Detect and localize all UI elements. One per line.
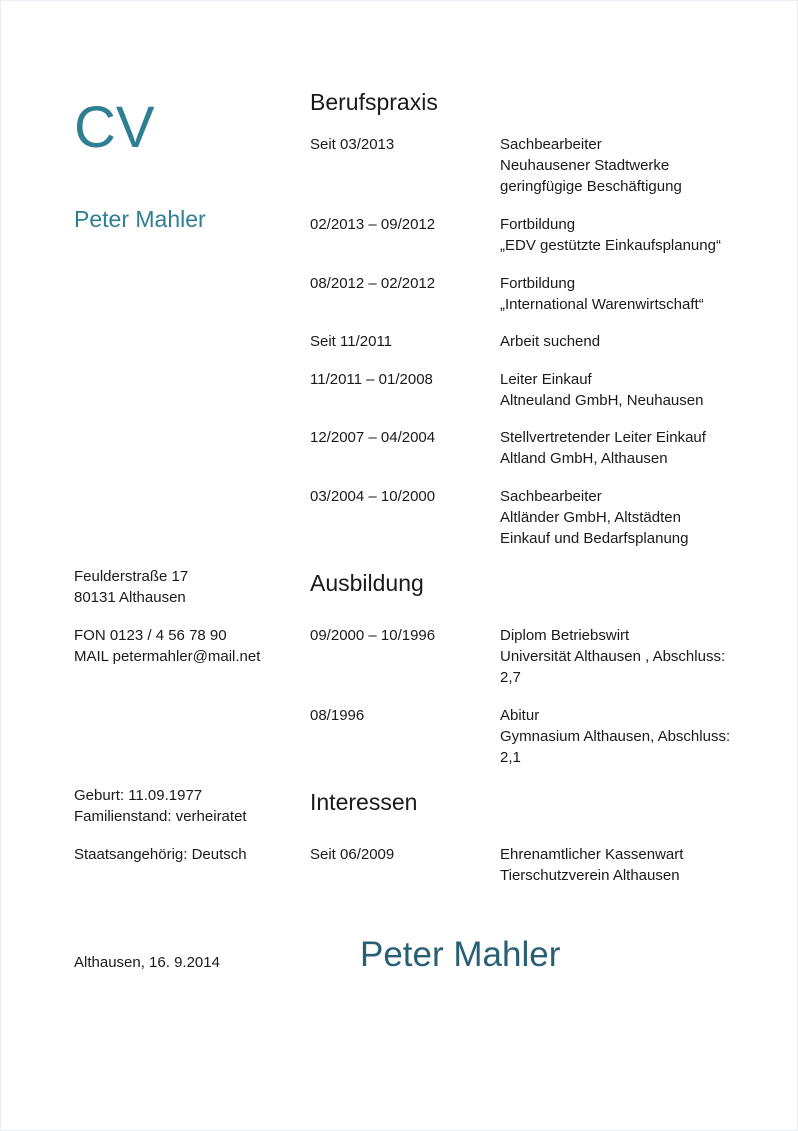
- applicant-name: Peter Mahler: [74, 206, 206, 232]
- career-line: Einkauf und Bedarfsplanung: [500, 530, 689, 547]
- education-line: Abitur: [500, 707, 540, 724]
- career-line: Neuhausener Stadtwerke: [500, 157, 670, 174]
- contact-phone: FON 0123 / 4 56 78 90: [74, 627, 227, 644]
- interests-line: Tierschutzverein Althausen: [500, 867, 680, 884]
- education-date: 08/1996: [310, 707, 365, 724]
- career-line: Altneuland GmbH, Neuhausen: [500, 392, 704, 409]
- cv-title: CV: [74, 95, 155, 160]
- education-line: 2,7: [500, 669, 521, 686]
- career-line: Fortbildung: [500, 216, 576, 233]
- personal-nationality: Staatsangehörig: Deutsch: [74, 846, 247, 863]
- interests-date: Seit 06/2009: [310, 846, 395, 863]
- career-line: „EDV gestützte Einkaufsplanung“: [500, 237, 721, 254]
- contact-city: 80131 Althausen: [74, 589, 186, 606]
- education-line: Gymnasium Althausen, Abschluss:: [500, 728, 731, 745]
- career-date: 03/2004 – 10/2000: [310, 488, 436, 505]
- career-line: Leiter Einkauf: [500, 371, 592, 388]
- education-date: 09/2000 – 10/1996: [310, 627, 436, 644]
- career-date: 11/2011 – 01/2008: [310, 371, 433, 388]
- section-heading-education: Ausbildung: [310, 570, 424, 596]
- place-date: Althausen, 16. 9.2014: [74, 954, 220, 971]
- interests-line: Ehrenamtlicher Kassenwart: [500, 846, 684, 863]
- career-line: Altland GmbH, Althausen: [500, 450, 668, 467]
- education-line: Universität Althausen , Abschluss:: [500, 648, 726, 665]
- education-line: Diplom Betriebswirt: [500, 627, 630, 644]
- career-line: Altländer GmbH, Altstädten: [500, 509, 681, 526]
- career-line: geringfügige Beschäftigung: [500, 178, 682, 195]
- personal-marital: Familienstand: verheiratet: [74, 808, 247, 825]
- career-line: Sachbearbeiter: [500, 136, 602, 153]
- career-line: „International Warenwirtschaft“: [500, 296, 704, 313]
- personal-birth: Geburt: 11.09.1977: [74, 787, 203, 804]
- career-line: Arbeit suchend: [500, 333, 601, 350]
- career-line: Sachbearbeiter: [500, 488, 602, 505]
- career-line: Stellvertretender Leiter Einkauf: [500, 429, 706, 446]
- contact-street: Feulderstraße 17: [74, 568, 189, 585]
- section-heading-career: Berufspraxis: [310, 89, 438, 115]
- career-date: Seit 03/2013: [310, 136, 395, 153]
- career-date: 08/2012 – 02/2012: [310, 275, 436, 292]
- career-date: 12/2007 – 04/2004: [310, 429, 436, 446]
- career-date: Seit 11/2011: [310, 333, 393, 350]
- signature: Peter Mahler: [360, 935, 561, 974]
- section-heading-interests: Interessen: [310, 789, 418, 815]
- contact-mail: MAIL petermahler@mail.net: [74, 648, 261, 665]
- career-line: Fortbildung: [500, 275, 576, 292]
- education-line: 2,1: [500, 749, 521, 766]
- career-date: 02/2013 – 09/2012: [310, 216, 436, 233]
